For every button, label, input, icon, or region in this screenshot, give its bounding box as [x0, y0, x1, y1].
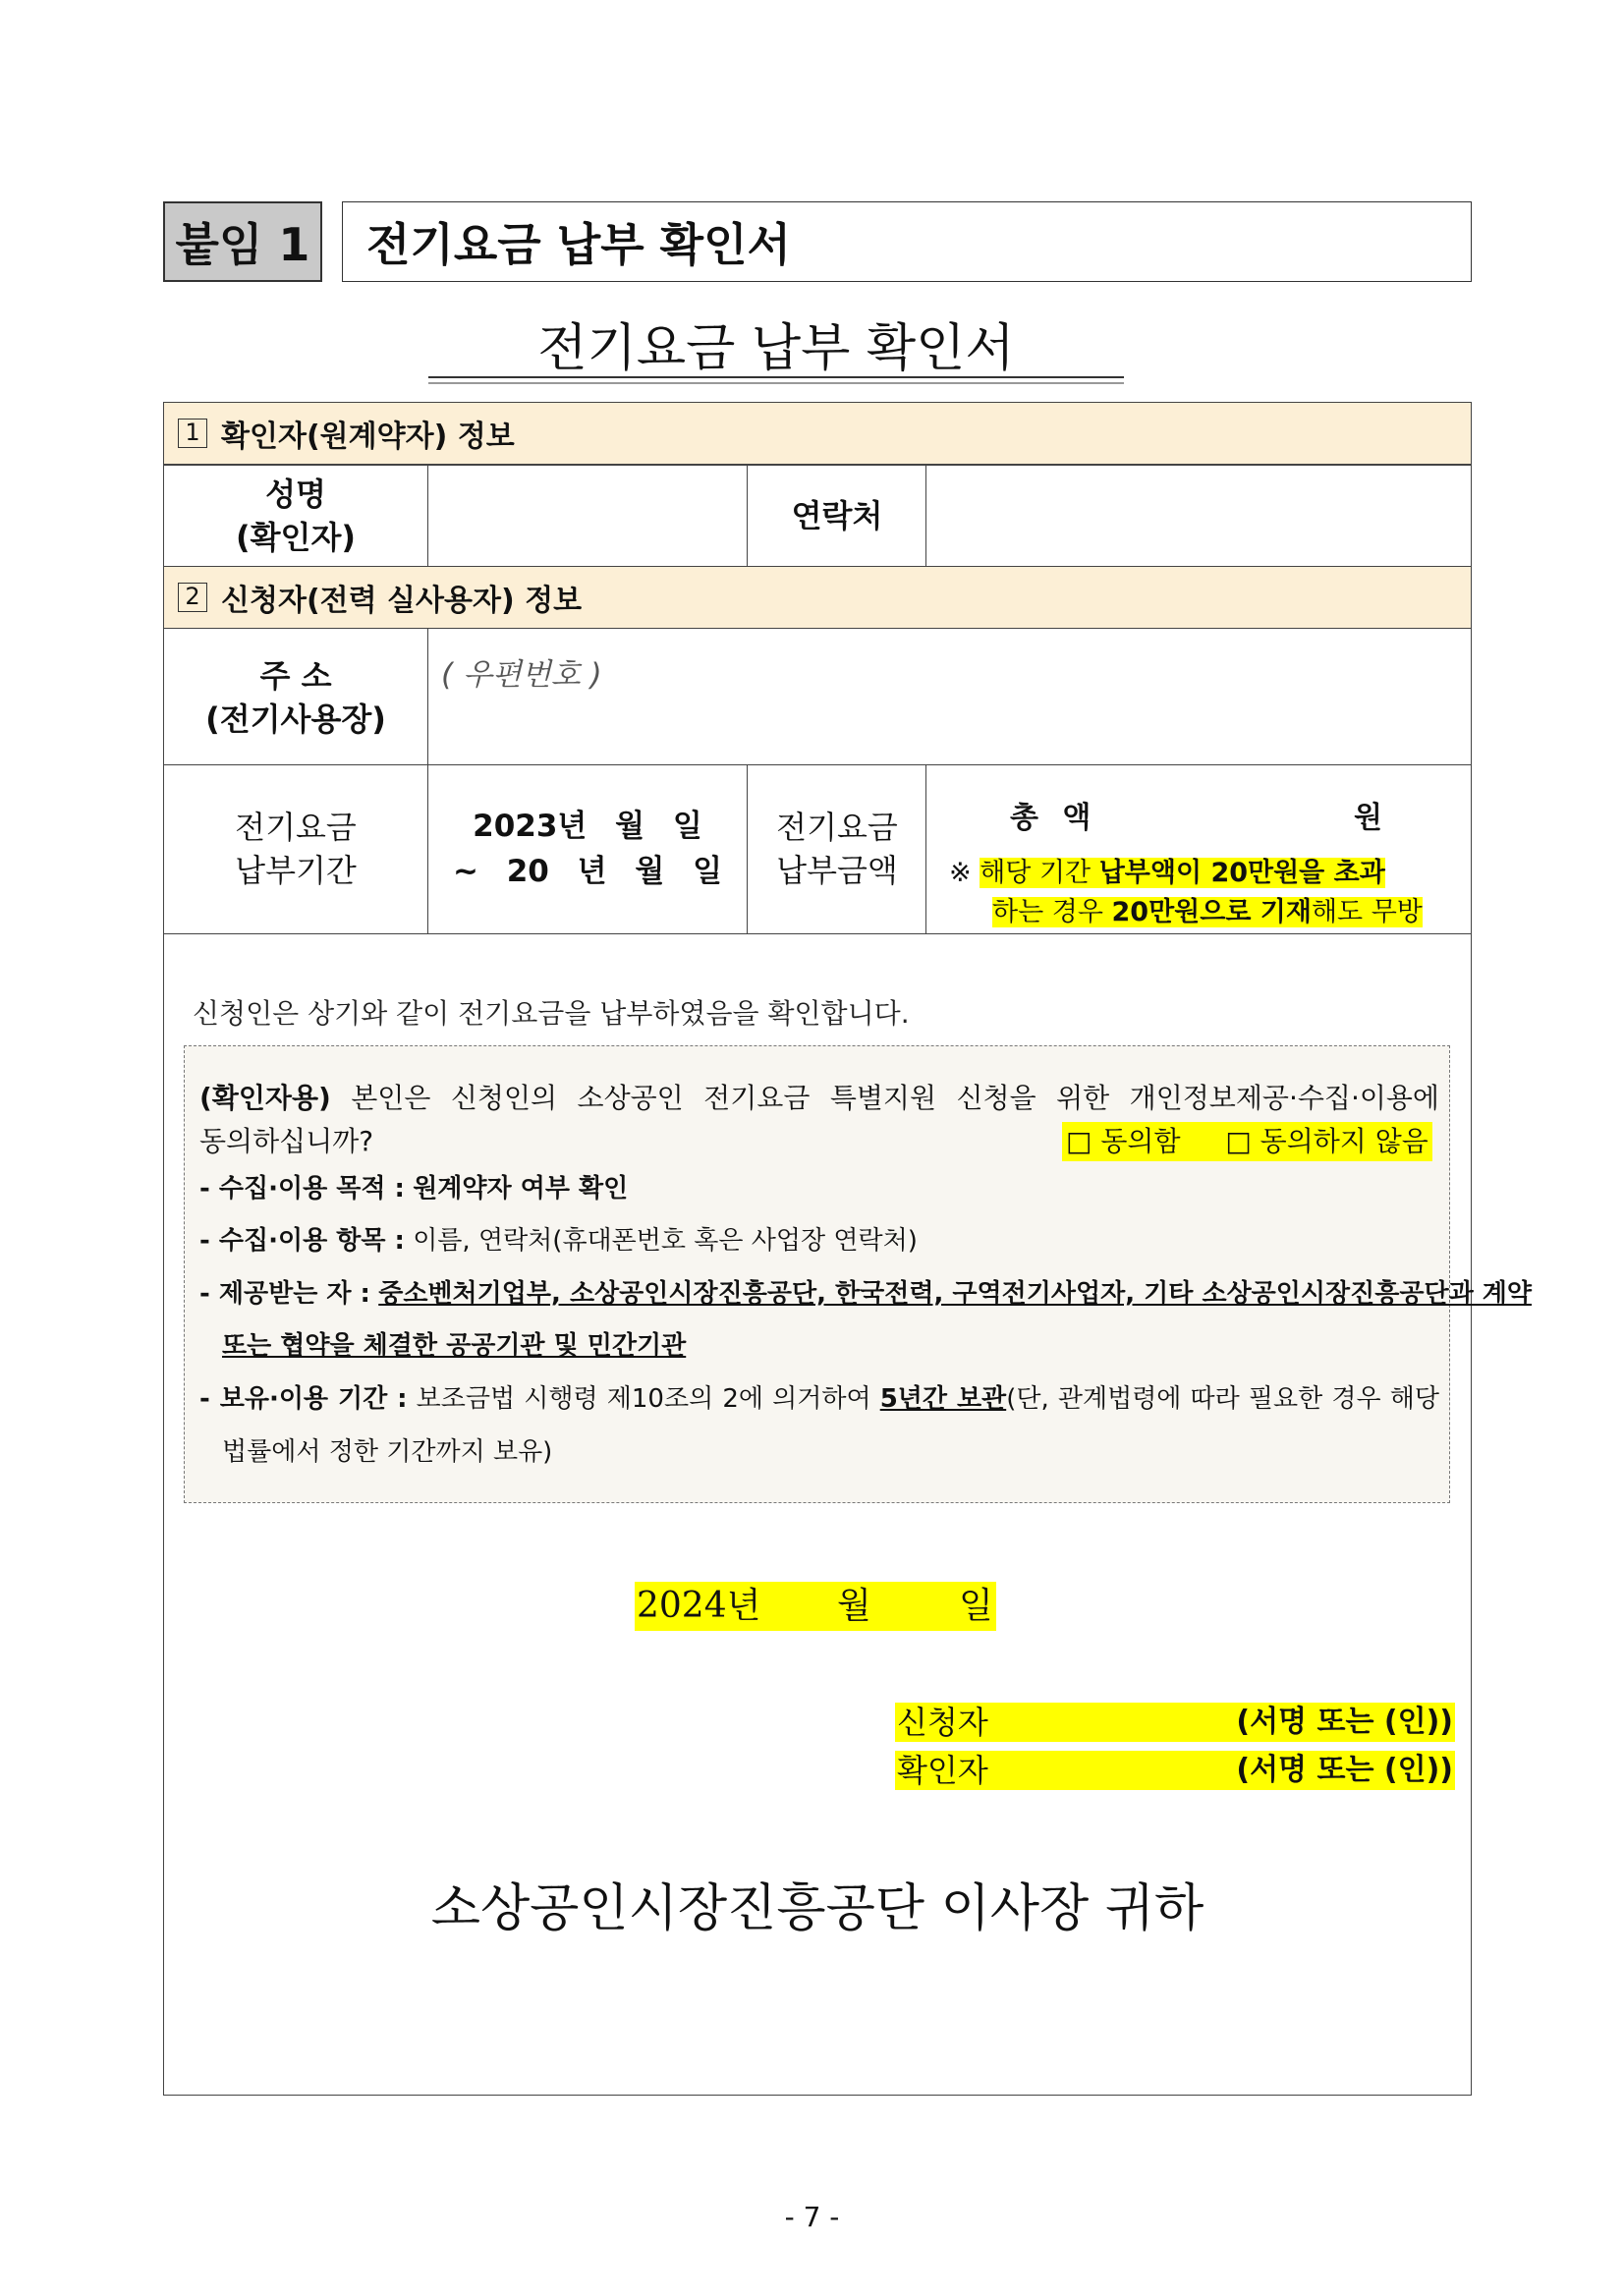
address-label-line1: 주 소	[259, 656, 332, 695]
items-value: 이름, 연락처(휴대폰번호 혹은 사업장 연락처)	[413, 1226, 918, 1256]
confirmer-label: 확인자	[897, 1752, 988, 1789]
section1-header	[164, 403, 1471, 465]
confirmer-sign[interactable]: (서명 또는 (인))	[1236, 1753, 1453, 1787]
name-field[interactable]	[429, 466, 747, 565]
total-unit: 원	[1354, 801, 1382, 835]
consent-intro-bold: (확인자용)	[199, 1082, 331, 1114]
recipient-label: - 제공받는 자 :	[199, 1279, 370, 1309]
name-label	[164, 465, 427, 566]
title-underline-shadow	[428, 382, 1124, 384]
retention-line	[199, 1379, 1439, 1419]
period-label	[164, 765, 427, 932]
section1-number: 1	[178, 419, 207, 448]
period-end: ~ 20 년 월 일	[452, 854, 723, 889]
date-month: 월	[837, 1586, 871, 1626]
postal-code-placeholder: ( 우편번호 )	[441, 657, 602, 693]
note-bold2: 20만원으로 기재	[1111, 897, 1312, 927]
name-label-line2: (확인자)	[236, 518, 356, 556]
contact-field[interactable]	[927, 466, 1470, 565]
confirmer-signature-line	[895, 1751, 1455, 1790]
consent-intro-rest: 본인은 신청인의 소상공인 전기요금 특별지원 신청을 위한 개인정보제공·수집·이용에	[330, 1082, 1439, 1114]
statement-text: 신청인은 상기와 같이 전기요금을 납부하였음을 확인합니다.	[193, 997, 910, 1030]
attachment-label: 붙임 1	[163, 201, 322, 282]
section2-header	[164, 567, 1471, 629]
purpose-label: - 수집·이용 목적 :	[199, 1174, 405, 1204]
period-start: 2023년 월 일	[473, 809, 702, 844]
divider	[747, 465, 748, 566]
note-mark: ※	[949, 858, 972, 888]
divider	[164, 465, 1471, 466]
attachment-title: 전기요금 납부 확인서	[342, 201, 1472, 282]
divider	[925, 465, 926, 566]
divider	[427, 764, 428, 933]
retention-line2: 법률에서 정한 기간까지 보유)	[222, 1437, 553, 1467]
divider	[164, 933, 1471, 934]
note-part2: 하는 경우	[992, 897, 1112, 927]
period-label-line1: 전기요금	[235, 809, 357, 846]
section2-title: 신청자(전력 실사용자) 정보	[221, 584, 583, 618]
section2-number: 2	[178, 583, 207, 612]
amount-label-line2: 납부금액	[776, 852, 898, 889]
date-day: 일	[959, 1586, 993, 1626]
note-part3: 해도 무방	[1311, 897, 1423, 927]
address-label	[164, 630, 427, 764]
retention-post: (단, 관계법령에 따라 필요한 경우 해당	[1006, 1384, 1439, 1414]
divider	[925, 764, 926, 933]
consent-question: 동의하십니까?	[199, 1125, 374, 1157]
period-field[interactable]	[429, 765, 746, 932]
note-part1: 해당 기간	[980, 858, 1099, 888]
divider	[427, 465, 428, 566]
recipient-line	[199, 1274, 1533, 1314]
divider	[427, 629, 428, 764]
recipient-line2	[222, 1326, 686, 1366]
amount-field[interactable]	[927, 765, 1470, 932]
disagree-checkbox[interactable]: □ 동의하지 않음	[1225, 1125, 1428, 1157]
consent-options	[1062, 1122, 1432, 1161]
applicant-sign[interactable]: (서명 또는 (인))	[1236, 1705, 1453, 1739]
applicant-label: 신청자	[897, 1704, 988, 1741]
note-bold1: 납부액이 20만원을 초과	[1098, 858, 1385, 888]
agree-checkbox[interactable]: □ 동의함	[1066, 1125, 1181, 1157]
date-line	[635, 1582, 996, 1631]
items-line	[199, 1221, 918, 1260]
amount-label	[748, 765, 926, 932]
applicant-signature-line	[895, 1703, 1455, 1742]
period-label-line2: 납부기간	[235, 852, 357, 889]
addressee: 소상공인시장진흥공단 이사장 귀하	[430, 1879, 1204, 1938]
purpose-value: 원계약자 여부 확인	[413, 1174, 629, 1204]
recipient-value-line2: 또는 협약을 체결한 공공기관 및 민간기관	[222, 1331, 687, 1361]
name-label-line1: 성명	[265, 475, 326, 513]
retention-pre: 보조금법 시행령 제10조의 2에 의거하여	[416, 1384, 880, 1414]
amount-note-line2	[992, 893, 1423, 932]
date-year: 2024년	[637, 1586, 761, 1626]
recipient-value-line1: 중소벤처기업부, 소상공인시장진흥공단, 한국전력, 구역전기사업자, 기타 소상공인시장진흥공단과 계약	[378, 1279, 1533, 1309]
section1-title: 확인자(원계약자) 정보	[221, 420, 515, 454]
title-underline	[428, 376, 1124, 378]
retention-label: - 보유·이용 기간 :	[199, 1384, 408, 1414]
document-title: 전기요금 납부 확인서	[537, 319, 1015, 378]
retention-bold: 5년간 보관	[879, 1384, 1007, 1414]
consent-intro	[199, 1079, 1439, 1118]
address-label-line2: (전기사용장)	[205, 700, 386, 738]
total-label: 총 액	[1010, 801, 1092, 835]
page-number: - 7 -	[784, 2201, 840, 2233]
items-label: - 수집·이용 항목 :	[199, 1226, 405, 1256]
amount-label-line1: 전기요금	[776, 809, 898, 846]
amount-note	[949, 854, 1385, 893]
contact-label: 연락처	[791, 496, 883, 534]
purpose-line	[199, 1169, 628, 1208]
address-field[interactable]	[429, 630, 1470, 763]
